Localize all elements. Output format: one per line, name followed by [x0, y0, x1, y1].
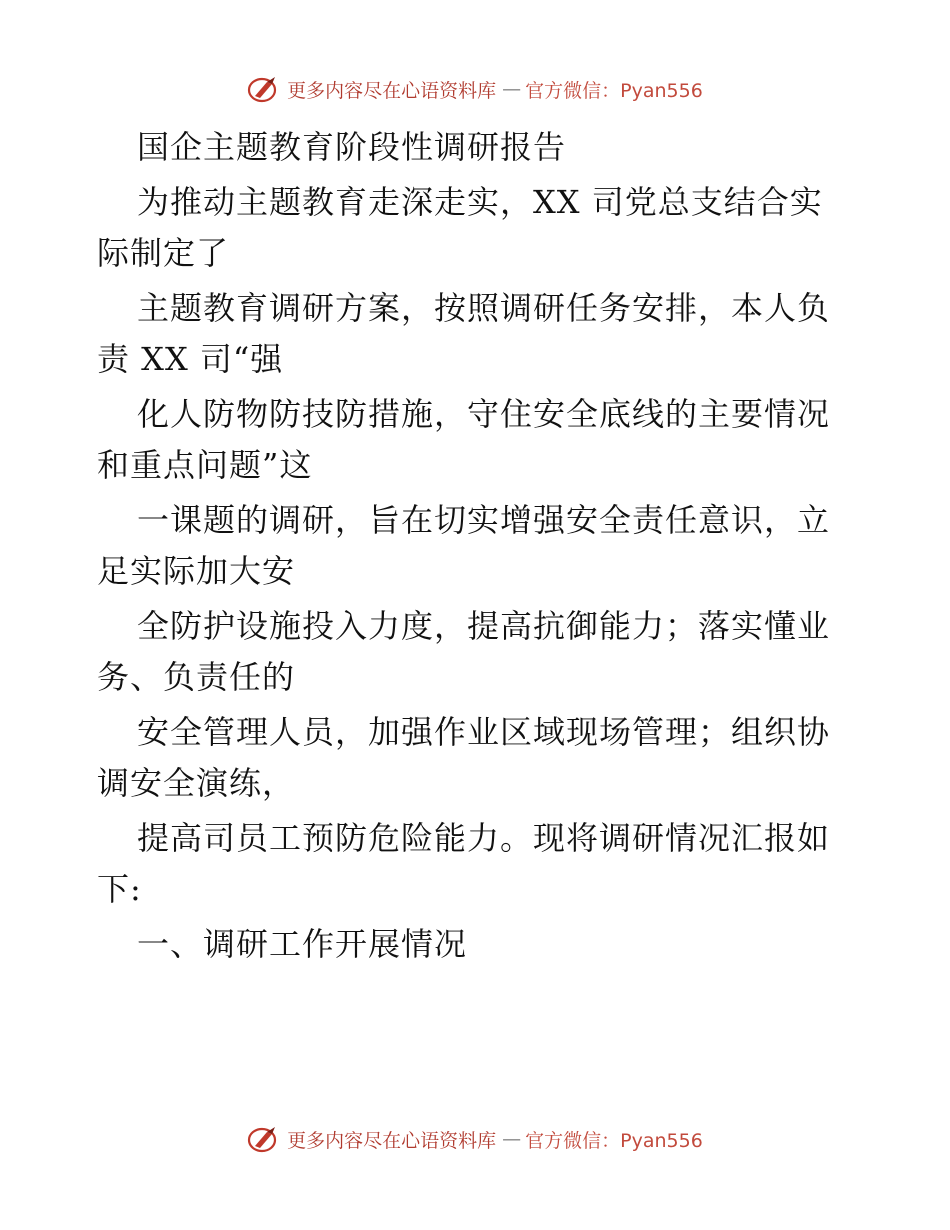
- pen-logo-icon: [247, 74, 281, 104]
- paragraph-line: 主题教育调研方案，按照调研任务安排，本人负: [137, 289, 831, 327]
- header-watermark: [0, 74, 950, 104]
- paragraph-line: 提高司员工预防危险能力。现将调研情况汇报如: [137, 819, 831, 857]
- paragraph-line: 责 XX 司“强: [97, 340, 284, 378]
- paragraph-line: 全防护设施投入力度，提高抗御能力；落实懂业: [137, 607, 831, 645]
- paragraph-line: 和重点问题”这: [97, 446, 313, 484]
- pen-logo-icon: [247, 1124, 281, 1154]
- watermark-text: 更多内容尽在心语资料库: [287, 1129, 497, 1152]
- watermark-contact: 官方微信：Pyan556: [525, 79, 703, 102]
- paragraph-line: 际制定了: [97, 234, 230, 272]
- document-body: [97, 122, 857, 970]
- document-title: 国企主题教育阶段性调研报告: [137, 128, 567, 166]
- paragraph-line: 下:: [97, 870, 142, 908]
- paragraph-line: 调安全演练，: [97, 764, 296, 802]
- paragraph-line: 化人防物防技防措施，守住安全底线的主要情况: [137, 395, 831, 433]
- section-heading: 一、调研工作开展情况: [137, 925, 468, 963]
- paragraph-line: 安全管理人员，加强作业区域现场管理；组织协: [137, 713, 831, 751]
- paragraph-line: 足实际加大安: [97, 552, 296, 590]
- watermark-text: 更多内容尽在心语资料库: [287, 79, 497, 102]
- paragraph-line: 为推动主题教育走深走实，XX 司党总支结合实: [137, 183, 823, 221]
- watermark-contact: 官方微信：Pyan556: [525, 1129, 703, 1152]
- watermark-separator: —: [502, 1128, 520, 1150]
- watermark-separator: —: [502, 78, 520, 100]
- footer-watermark: [0, 1124, 950, 1154]
- paragraph-line: 务、负责任的: [97, 658, 296, 696]
- paragraph-line: 一课题的调研，旨在切实增强安全责任意识，立: [137, 501, 831, 539]
